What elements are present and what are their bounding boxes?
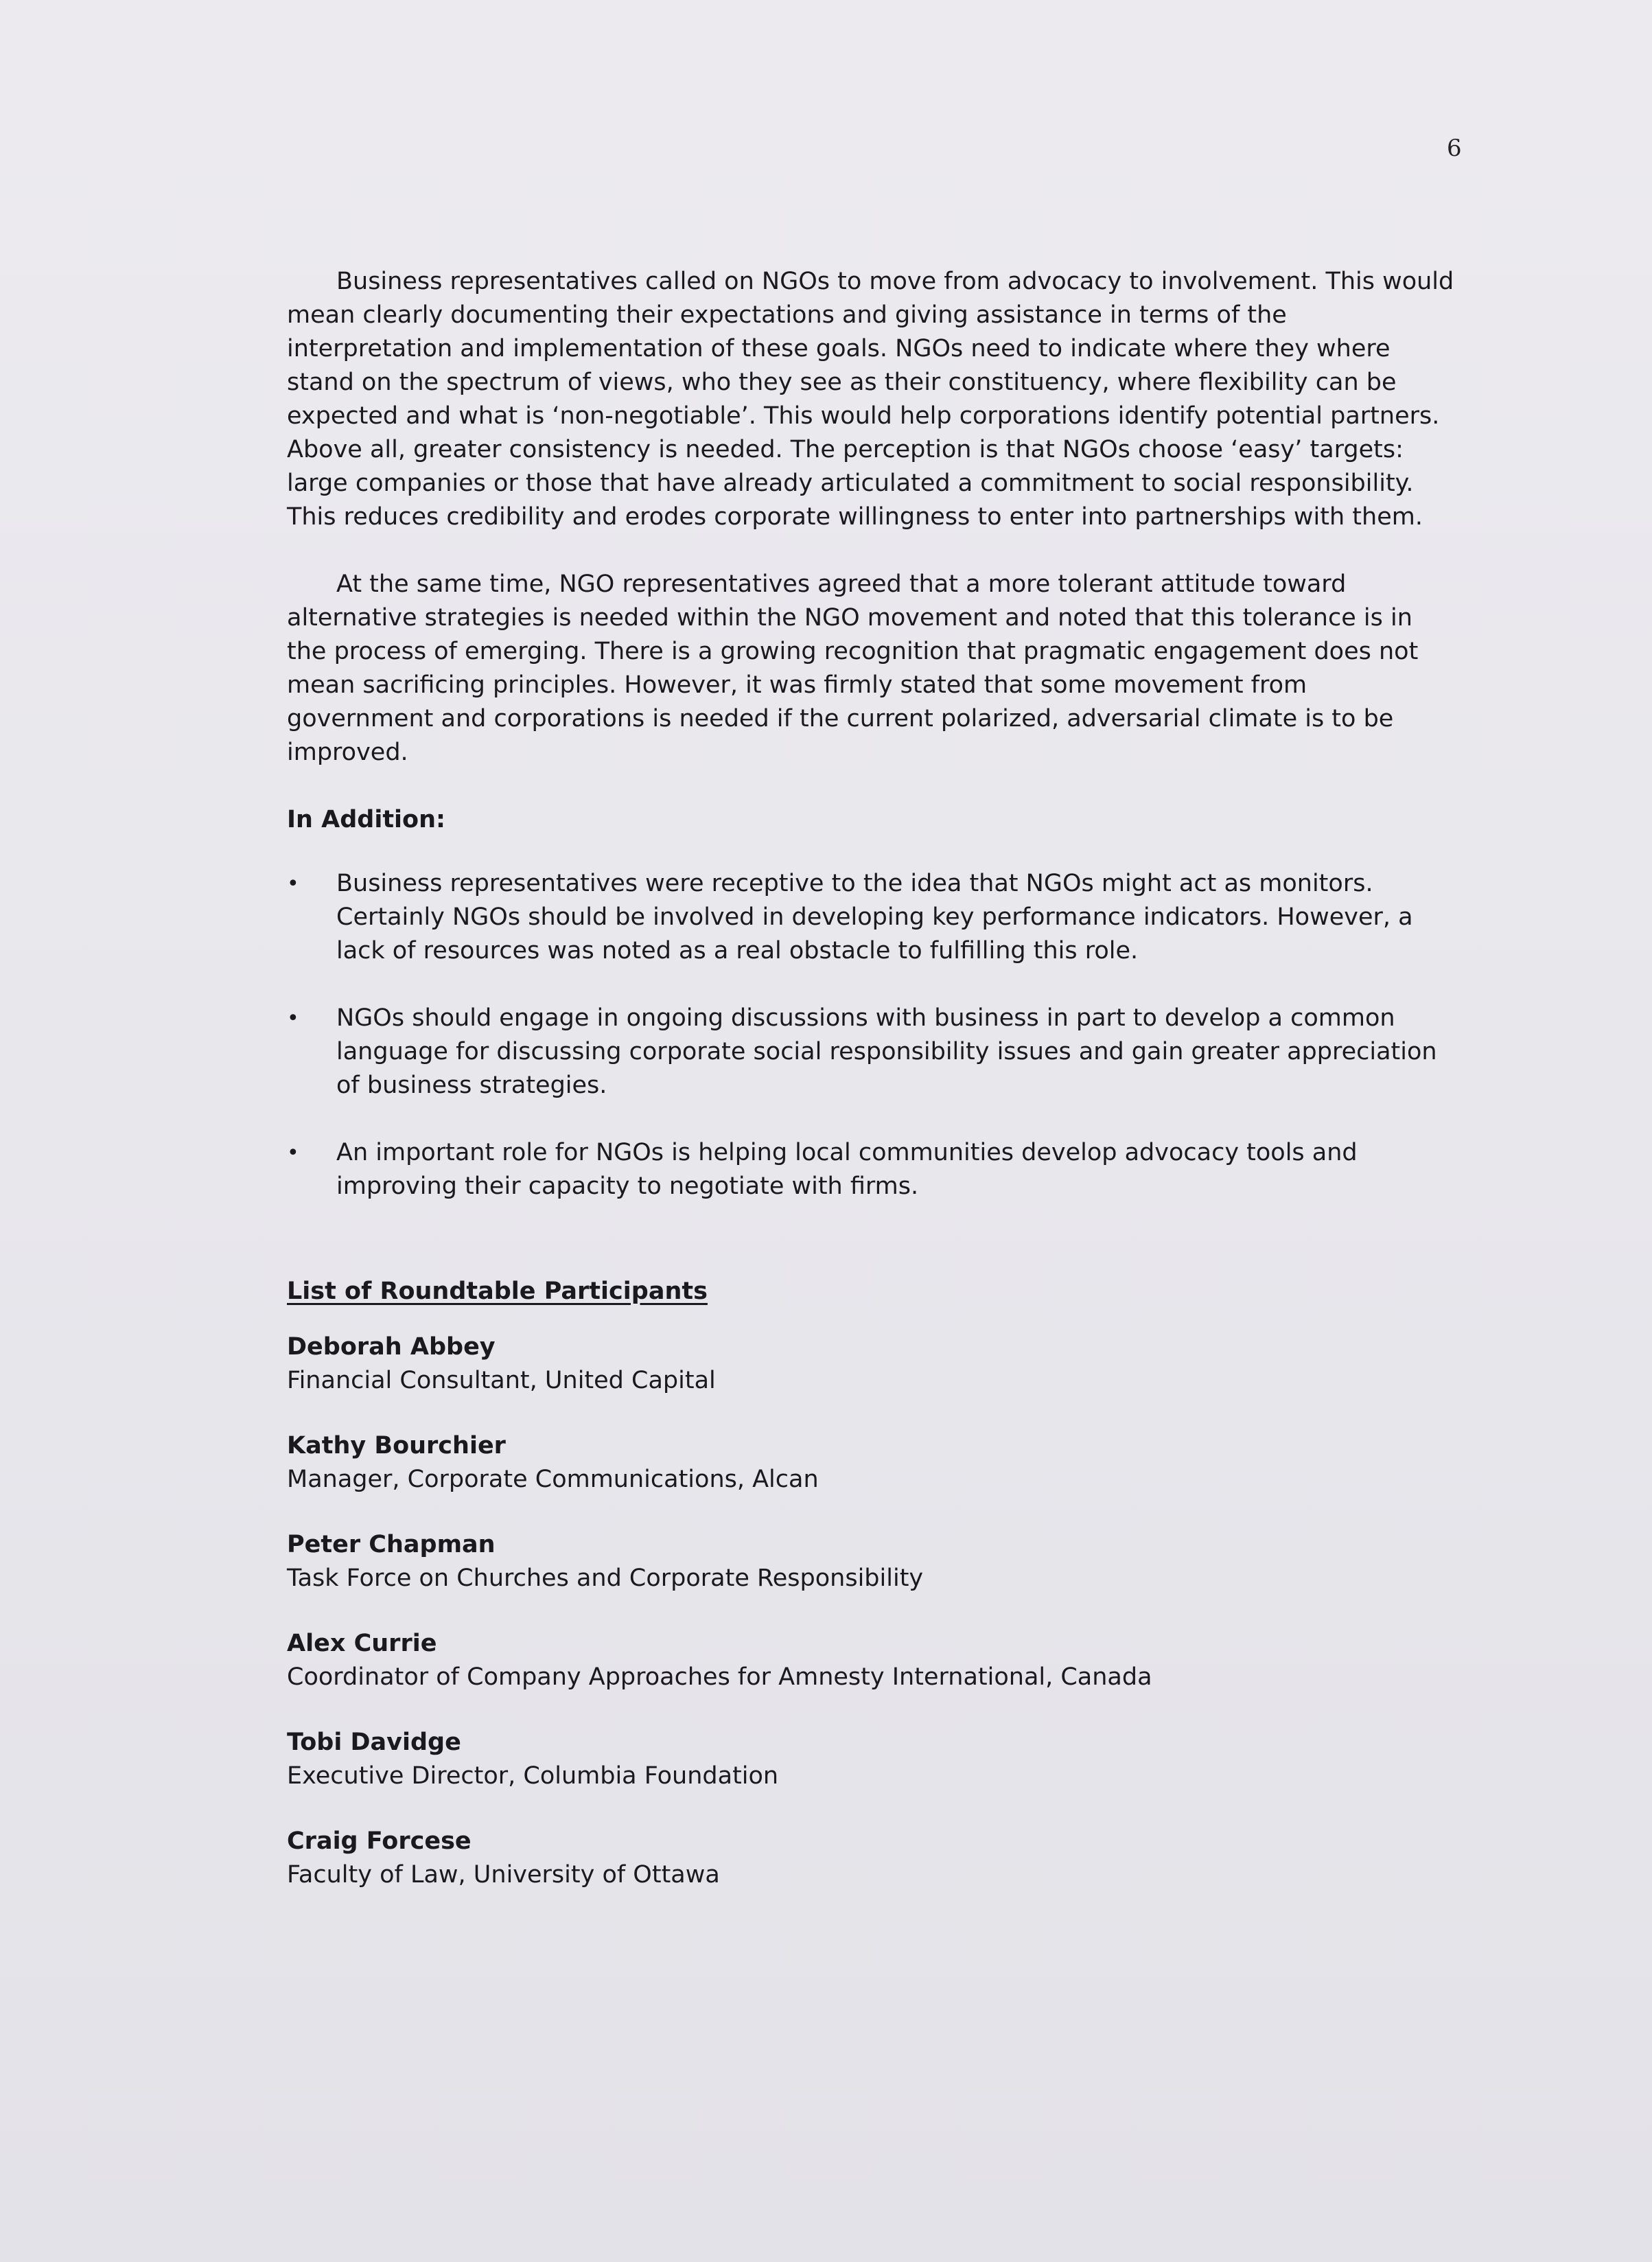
bullet-icon: • [287,1141,299,1165]
bullet-item [287,1002,1455,1103]
paragraph-ngo-representatives: At the same time, NGO representatives agreed that a more tolerant attitude toward alternative strategies is needed within the NGO movement and noted that this tolerance is in the process of emerging. There is a growing recognition that pragmatic engagement does not mean sacrificing principles. However, it was firmly stated that some movement from government and corporations is needed if the current polarized, adversarial climate is to be improved. [287,570,1419,766]
bullet-item [287,1136,1455,1203]
participant-role: Executive Director, Columbia Foundation [287,1762,779,1790]
participant-role: Task Force on Churches and Corporate Responsibility [287,1565,924,1592]
participant-role: Faculty of Law, University of Ottawa [287,1861,720,1889]
participant-entry [287,1429,1455,1497]
participant-entry [287,1627,1455,1694]
bullet-text: Business representatives were receptive to the idea that NGOs might act as monitors. Certainly NGOs should be involved in developing key performance indicators. However, a lack of resources was noted as a real obstacle to fulfilling this role. [336,870,1413,965]
participants-list [287,1330,1455,1892]
participants-list-title: List of Roundtable Participants [287,1278,708,1305]
participant-role: Coordinator of Company Approaches for Amnesty International, Canada [287,1663,1152,1691]
participant-role: Manager, Corporate Communications, Alcan [287,1466,819,1493]
addition-bullet-list [287,867,1455,1203]
bullet-text: NGOs should engage in ongoing discussions with business in part to develop a common language for discussing corporate social responsibility issues and gain greater appreciation of business strategies. [336,1004,1437,1099]
bullet-text: An important role for NGOs is helping local communities develop advocacy tools and improving their capacity to negotiate with firms. [336,1139,1358,1200]
bullet-icon: • [287,1006,299,1030]
participant-name: Peter Chapman [287,1531,496,1558]
participant-entry [287,1726,1455,1793]
in-addition-heading: In Addition: [287,806,446,833]
participant-name: Alex Currie [287,1630,437,1657]
participant-name: Tobi Davidge [287,1729,461,1756]
bullet-icon: • [287,872,299,896]
participant-entry [287,1528,1455,1595]
participant-name: Craig Forcese [287,1827,472,1855]
participant-role: Financial Consultant, United Capital [287,1367,716,1394]
participant-entry [287,1825,1455,1892]
paragraph-business-representatives: Business representatives called on NGOs to move from advocacy to involvement. This would mean clearly documenting their expectations and giving assistance in terms of the interpretation and implementation of these goals. NGOs need to indicate where they where stand on the spectrum of views, who they see as their constituency, where flexibility can be expected and what is ‘non-negotiable’. This would help corporations identify potential partners. Above all, greater consistency is needed. The perception is that NGOs choose ‘easy’ targets: large companies or those that have already articulated a commitment to social responsibility. This reduces credibility and erodes corporate willingness to enter into partnerships with them. [287,268,1454,531]
bullet-item [287,867,1455,968]
participant-name: Deborah Abbey [287,1333,496,1361]
page-content [287,265,1455,1892]
participant-name: Kathy Bourchier [287,1432,506,1459]
page-number: 6 [1447,135,1462,162]
participant-entry [287,1330,1455,1398]
